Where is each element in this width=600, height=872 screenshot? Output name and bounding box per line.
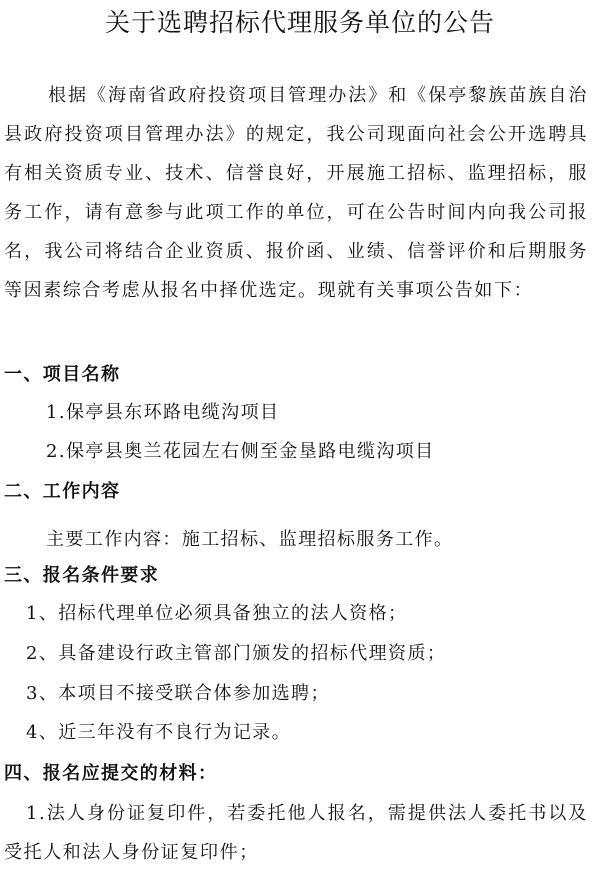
section-heading-project-name: 一、项目名称 (4, 364, 121, 385)
requirement-item-3: 3、本项目不接受联合体参加选聘； (26, 683, 330, 704)
requirement-item-2: 2、具备建设行政主管部门颁发的招标代理资质； (26, 643, 447, 664)
project-item-2: 2.保亭县奥兰花园左右侧至金垦路电缆沟项目 (46, 441, 435, 462)
materials-item-1: 1.法人身份证复印件，若委托他人报名，需提供法人委托书以及受托人和法人身份证复印件； (4, 803, 588, 863)
requirement-item-1: 1、招标代理单位必须具备独立的法人资格； (26, 603, 408, 624)
intro-paragraph: 根据《海南省政府投资项目管理办法》和《保亭黎族苗族自治县政府投资项目管理办法》的规定，我公司现面向社会公开选聘具有相关资质专业、技术、信誉良好，开展施工招标、监理招标，服务工作，请有意参与此项工作的单位，可在公告时间内向我公司报名，我公司将结合企业资质、报价函、业绩、信誉评价和后期服务等因素综合考虑从报名中择优选定。现就有关事项公告如下： (4, 85, 588, 301)
section-heading-materials: 四、报名应提交的材料： (4, 763, 218, 784)
requirement-item-4: 4、近三年没有不良行为记录。 (26, 722, 292, 743)
project-item-1: 1.保亭县东环路电缆沟项目 (46, 402, 280, 423)
document-title: 关于选聘招标代理服务单位的公告 (104, 8, 495, 37)
section-heading-work-content: 二、工作内容 (4, 481, 121, 502)
section-heading-requirements: 三、报名条件要求 (4, 565, 160, 586)
work-content-text: 主要工作内容：施工招标、监理招标服务工作。 (46, 529, 454, 550)
